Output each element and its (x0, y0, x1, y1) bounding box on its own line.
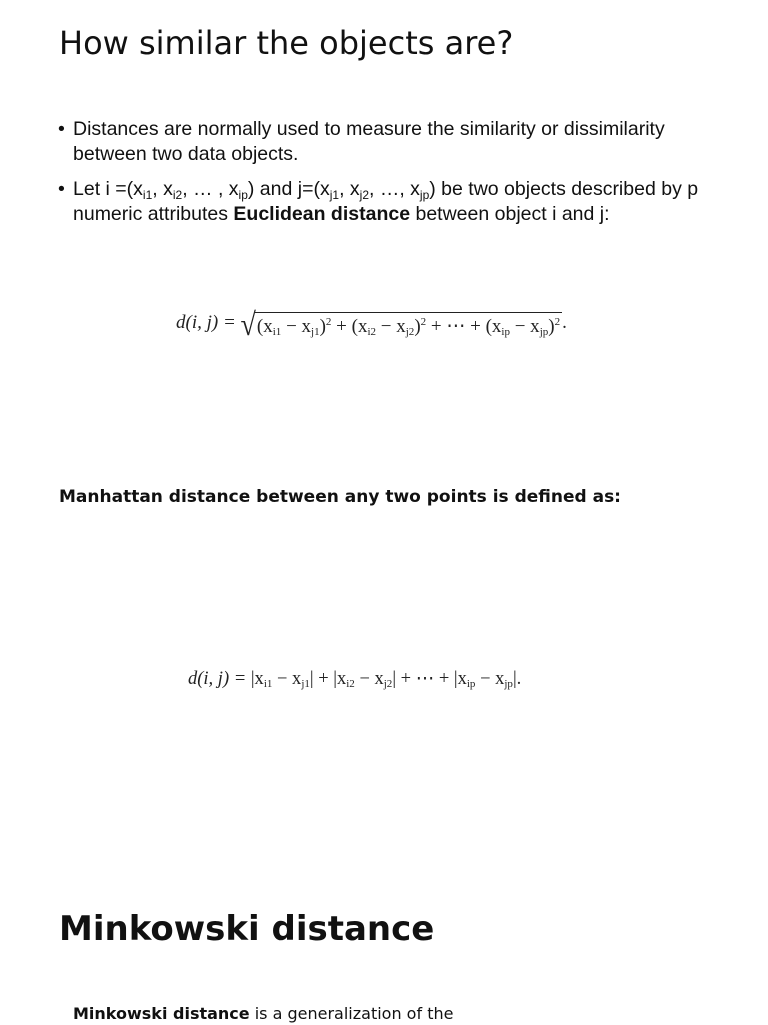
subscript: ip (238, 188, 248, 202)
manhattan-formula: d(i, $j) = |x_{i1} - x_{j1}| + |x_{i2} - x_{j2}|$ + ⋯ + $|x_{ip} - x_{jp}|$. (188, 669, 522, 690)
minkowski-heading: Minkowski distance (59, 909, 435, 949)
square-root (240, 307, 563, 344)
bullet-list (58, 117, 738, 237)
subscript: j1 (329, 188, 340, 202)
bullet-dot-icon: • (58, 178, 65, 200)
minkowski-paragraph: Minkowski distance is a generalization of the (73, 1004, 454, 1023)
bullet-text: Distances are normally used to measure the similarity or dissimilarity between two data objects. (73, 118, 665, 165)
manhattan-heading: Manhattan distance between any two points is defined as: (59, 487, 621, 507)
euclidean-formula: d(i, $j) = √(x_{i1} - x_{j1})^2 + (x_{i2} - x_{j2})^2$ + ⋯ + $(x_{ip} - x_{jp})^2$ . (176, 307, 567, 344)
subscript: i2 (172, 188, 183, 202)
bold-term-minkowski: Minkowski distance (73, 1004, 250, 1023)
slide-title: How similar the objects are? (59, 24, 514, 62)
radicand: $(x_{i1} - x_{j1})^2 + (x_{i2} - x_{j2})^2$ + ⋯ + $(x_{ip} - x_{jp})^2$ (254, 312, 562, 338)
subscript: j2 (359, 188, 369, 202)
bullet-dot-icon: • (58, 118, 65, 140)
bold-term-euclidean: Euclidean distance (233, 203, 411, 225)
subscript: jp (419, 188, 430, 202)
subscript: i1 (142, 188, 153, 202)
bullet-item-euclidean (58, 177, 738, 227)
radical-sign-icon: √ (240, 307, 256, 344)
bullet-text: Let $i =(x_{i1}$, $x_{i2}$, … , $x_{ip}$) and $j=(x_{j1}$, $x_{j2}$, …, $x_{jp}$) be two objects described by p numeric attributes Euclidean distance between object i and j: (73, 178, 699, 225)
bullet-item-distances (58, 117, 738, 167)
